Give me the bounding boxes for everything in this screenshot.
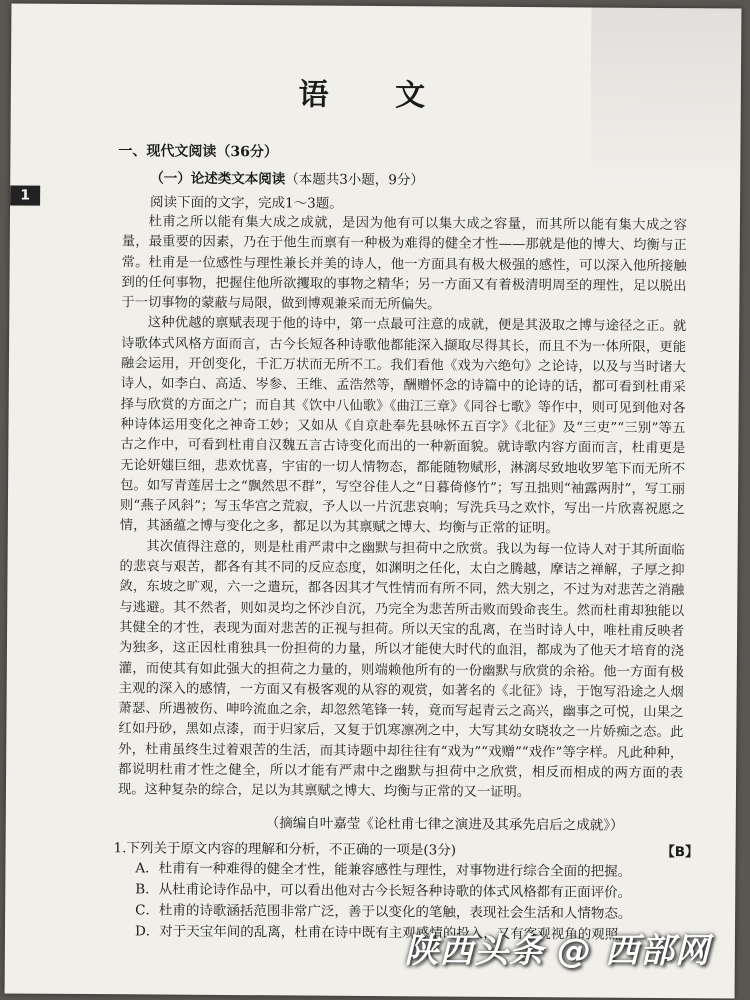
subsection-label: （一）论述类文本阅读 [150, 170, 286, 188]
page-marker: 1 [10, 185, 40, 205]
page-title: 语 文 [298, 77, 454, 114]
section-heading: 一、现代文阅读（36分） [118, 143, 278, 161]
answer-mark: 【B】 [661, 844, 699, 861]
reading-instruction: 阅读下面的文字，完成1～3题。 [150, 194, 343, 212]
watermark: 陕西头条 @ 西部网 [404, 931, 710, 971]
option-a: A．杜甫有一种难得的健全才性，能兼容感性与理性，对事物进行综合全面的把握。 [135, 860, 632, 880]
subsection-heading [150, 166, 424, 188]
article-source: （摘编自叶嘉莹《论杜甫七律之演进及其承先启后之成就》） [265, 815, 624, 834]
subsection-note: （本题共3小题，9分） [285, 171, 424, 189]
article-paragraph: 其次值得注意的，则是杜甫严肃中之幽默与担荷中之欣赏。我以为每一位诗人对于其所面临的悲哀与艰苦，都各有其不同的反应态度，如渊明之任化，太白之腾越，摩诘之禅解，子厚之抑敛，东坡之旷观，六一之遣玩，都各因其才气性情而有所不同，然大别之，不过为对悲苦之消融与逃避。其不然者，则如灵均之怀沙自沉，乃完全为悲苦所击败而毁命丧生。然而杜甫却独能以其健全的才性，表现为面对悲苦的正视与担荷。所以天宝的乱离，在当时诗人中，唯杜甫反映者为独多，这正因杜甫独具一份担荷的力量，所以才能使大时代的血泪，都成为了他天才培育的浇灌，而使其有如此强大的担荷之力量的，则端赖他所有的一份幽默与欣赏的余裕。他一方面有极主观的深入的感情，一方面又有极客观的从容的观赏，如著名的《北征》诗，于饱写沿途之人烟萧瑟、所遇被伤、呻吟流血之余，却忽然笔锋一转，竟而写起青云之高兴，幽事之可悦，山果之红如丹砂，黑如点漆，而于归家后，又复于饥寒凛冽之中，大写其幼女晓妆之一片娇痴之态。此外，杜甫虽终生过着艰苦的生活，而其诗题中却往往有“戏为”“戏赠”“戏作”等字样。凡此种种，都说明杜甫才性之健全，所以才能有严肃中之幽默与担荷中之欣赏，相反而相成的两方面的表现。这种复杂的综合，足以为其禀赋之博大、均衡与正常的又一证明。 [117, 539, 685, 801]
option-d: D．对于天宝年间的乱离，杜甫在诗中既有主观感情的投入，又有客观视角的观照。 [134, 923, 632, 943]
article-paragraph: 这种优越的禀赋表现于他的诗中，第一点最可注意的成就，便是其汲取之博与途径之正。就诗歌体式风格方面而言，古今长短各种诗歌他都能深入撷取尽得其长，而且不为一体所限，更能融会运用，开创变化，千汇万状而无所不工。我们看他《戏为六绝句》之论诗，以及与当时诸大诗人，如李白、高适、岑参、王维、孟浩然等，酬赠怀念的诗篇中的论诗的话，都可看到杜甫采择与欣赏的方面之广；而自其《饮中八仙歌》《曲江三章》《同谷七歌》等作中，则可见到他对各种诗体运用变化之神奇工妙；又如从《自京赴奉先县咏怀五百字》《北征》及“三吏”“三别”等五古之作中，可看到杜甫自汉魏五言古诗变化而出的一种新面貌。就诗歌内容方面而言，杜甫更是无论妍媸巨细，悲欢忧喜，宇宙的一切人情物态，都能随物赋形，淋漓尽致地收罗笔下而无所不包。如写青莲居士之“飘然思不群”，写空谷佳人之“日暮倚修竹”；写丑拙则“袖露两肘”，写工丽则“燕子风斜”；写玉华宫之荒寂，予人以一片沉悲哀响；写洗兵马之欢忭，写出一片欣喜祝愿之情，其涵蕴之博与变化之多，都足以为其禀赋之博大、均衡与正常的证明。 [119, 315, 687, 537]
option-c: C．杜甫的诗歌涵括范围非常广泛，善于以变化的笔触，表现社会生活和人情物态。 [135, 902, 632, 922]
exam-paper [5, 3, 742, 998]
article-paragraph: 杜甫之所以能有集大成之成就，是因为他有可以集大成之容量，而其所以能有集大成之容量，最重要的因素，乃在于他生而禀有一种极为难得的健全才性——那就是他的博大、均衡与正常。杜甫是一位感性与理性兼长并美的诗人，他一方面具有极大极强的感性，可以深入他所接触到的任何事物，把握住他所欲攫取的事物之精华；另一方面又有着极清明周至的理性，足以脱出于一切事物的蒙蔽与局限，做到博观兼采而无所偏失。 [121, 214, 687, 313]
question-stem: 1.下列关于原文内容的理解和分析，不正确的一项是(3分) [113, 840, 457, 859]
option-b: B．从杜甫论诗作品中，可以看出他对古今长短各种诗歌的体式风格都有正面评价。 [135, 881, 632, 901]
article-body [118, 212, 687, 805]
